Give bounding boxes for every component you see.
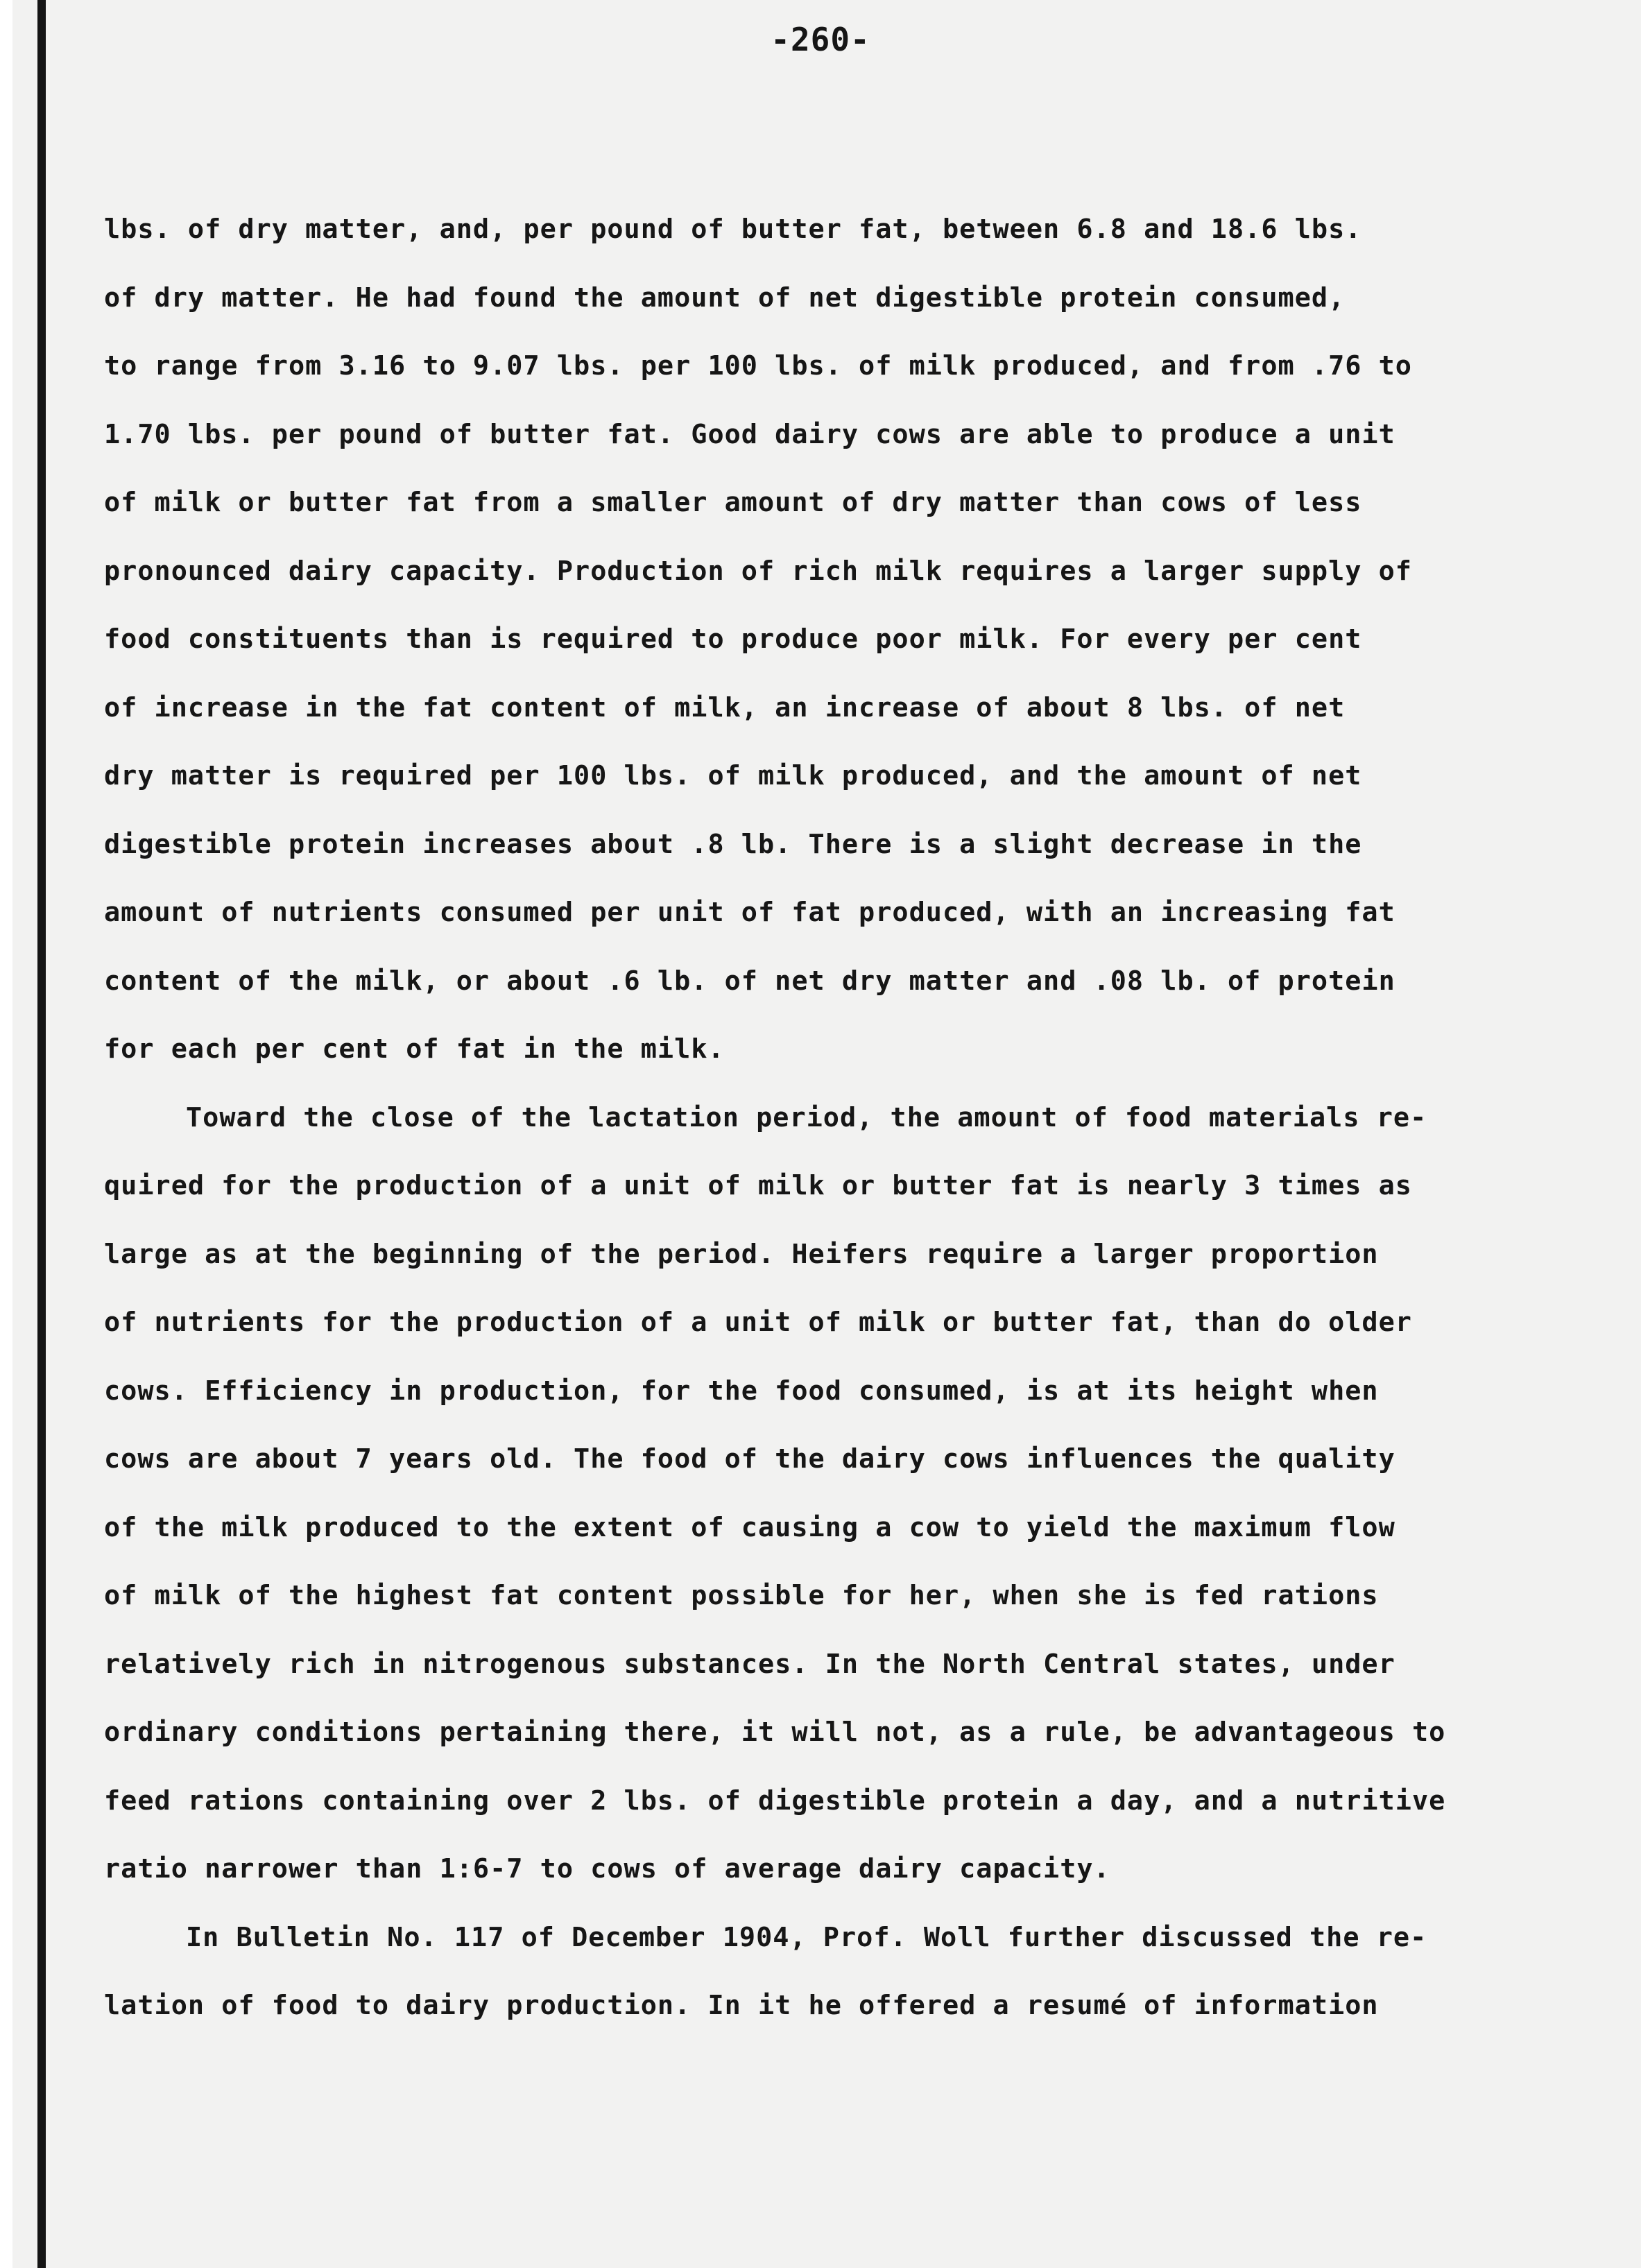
scan-edge-line <box>37 0 46 2268</box>
text-line: relatively rich in nitrogenous substances. In the North Central states, under <box>104 1648 1395 1680</box>
text-line: quired for the production of a unit of milk or butter fat is nearly 3 times as <box>104 1170 1412 1201</box>
text-line: large as at the beginning of the period. Heifers require a larger proportion <box>104 1238 1379 1270</box>
page-number: -260- <box>771 21 870 58</box>
text-line: dry matter is required per 100 lbs. of milk produced, and the amount of net <box>104 760 1362 791</box>
paragraph-start-line: In Bulletin No. 117 of December 1904, Prof. Woll further discussed the re- <box>186 1921 1427 1953</box>
text-line: cows are about 7 years old. The food of the dairy cows influences the quality <box>104 1443 1395 1475</box>
text-line: ratio narrower than 1:6-7 to cows of average dairy capacity. <box>104 1853 1110 1884</box>
text-line: of dry matter. He had found the amount of net digestible protein consumed, <box>104 282 1346 313</box>
paragraph-start-line: Toward the close of the lactation period, the amount of food materials re- <box>186 1101 1427 1133</box>
text-line: 1.70 lbs. per pound of butter fat. Good dairy cows are able to produce a unit <box>104 418 1395 450</box>
text-line: of nutrients for the production of a unit of milk or butter fat, than do older <box>104 1307 1412 1338</box>
text-line: lation of food to dairy production. In it he offered a resumé of information <box>104 1990 1379 2021</box>
text-line: pronounced dairy capacity. Production of rich milk requires a larger supply of <box>104 555 1412 587</box>
text-line: of increase in the fat content of milk, an increase of about 8 lbs. of net <box>104 691 1346 723</box>
text-line: for each per cent of fat in the milk. <box>104 1033 725 1065</box>
text-line: amount of nutrients consumed per unit of fat produced, with an increasing fat <box>104 897 1395 928</box>
body-text <box>104 196 1512 2041</box>
text-line: of milk or butter fat from a smaller amount of dry matter than cows of less <box>104 487 1362 518</box>
text-line: of milk of the highest fat content possible for her, when she is fed rations <box>104 1580 1379 1611</box>
scan-margin <box>0 0 12 2268</box>
text-line: cows. Efficiency in production, for the food consumed, is at its height when <box>104 1375 1379 1407</box>
text-line: ordinary conditions pertaining there, it will not, as a rule, be advantageous to <box>104 1717 1446 1748</box>
text-line: food constituents than is required to produce poor milk. For every per cent <box>104 624 1362 655</box>
text-line: feed rations containing over 2 lbs. of digestible protein a day, and a nutritive <box>104 1785 1446 1816</box>
text-line: lbs. of dry matter, and, per pound of butter fat, between 6.8 and 18.6 lbs. <box>104 214 1362 245</box>
text-line: content of the milk, or about .6 lb. of net dry matter and .08 lb. of protein <box>104 965 1395 997</box>
text-line: digestible protein increases about .8 lb. There is a slight decrease in the <box>104 828 1362 860</box>
text-line: to range from 3.16 to 9.07 lbs. per 100 lbs. of milk produced, and from .76 to <box>104 350 1412 381</box>
text-line: of the milk produced to the extent of causing a cow to yield the maximum flow <box>104 1511 1395 1543</box>
